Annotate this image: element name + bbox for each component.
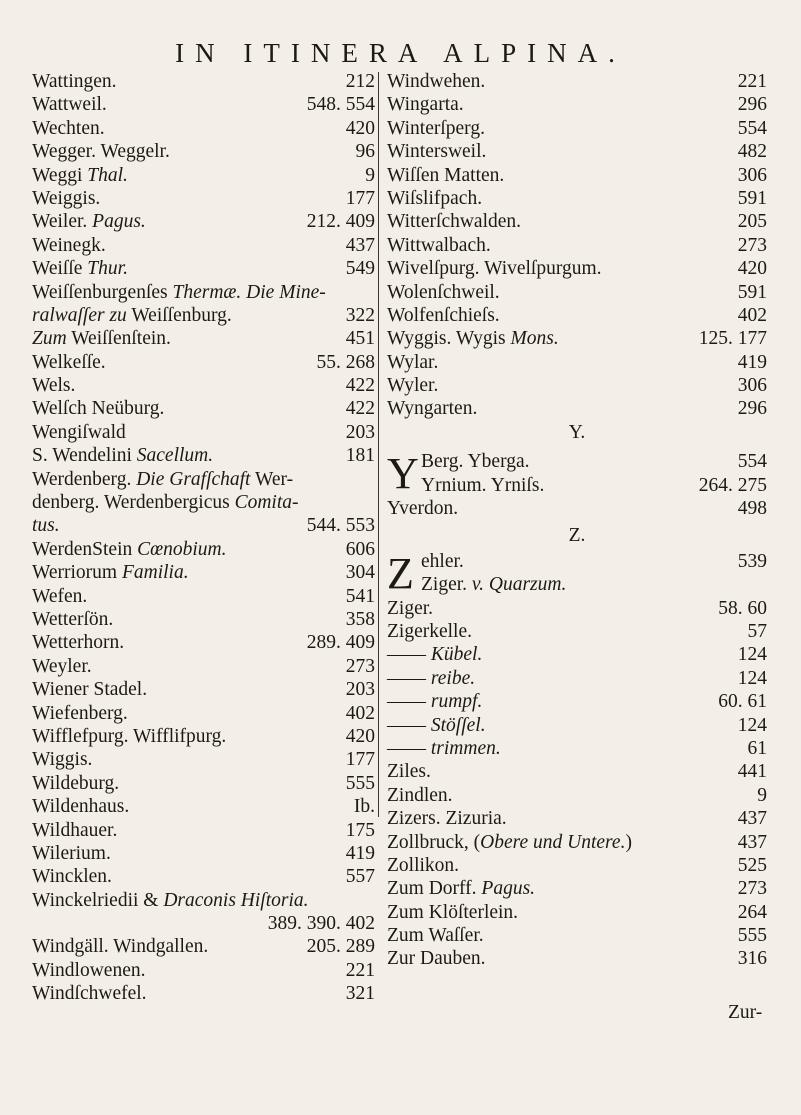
entry-term: Wengiſwald bbox=[32, 421, 126, 443]
index-entry bbox=[32, 351, 375, 374]
index-entry bbox=[32, 444, 375, 467]
entry-term: Werdenberg. Die Grafſchaft Wer- bbox=[32, 468, 294, 490]
entry-term: Welkeſſe. bbox=[32, 351, 106, 373]
entry-term: Wattweil. bbox=[32, 94, 107, 116]
entry-page-ref: 61 bbox=[747, 737, 767, 759]
index-entry bbox=[32, 93, 375, 116]
entry-term: Wilerium. bbox=[32, 842, 111, 864]
entry-term: Wyler. bbox=[387, 375, 439, 397]
entry-page-ref: 555 bbox=[345, 772, 375, 794]
index-entry bbox=[387, 187, 767, 210]
index-entry bbox=[32, 959, 375, 982]
index-entry bbox=[32, 421, 375, 444]
index-entry bbox=[32, 865, 375, 888]
entry-term: Wels. bbox=[32, 375, 76, 397]
entry-term: Weggi Thal. bbox=[32, 164, 128, 186]
entry-term: ehler. bbox=[421, 550, 464, 572]
entry-term: Wildenhaus. bbox=[32, 796, 130, 818]
right-column bbox=[387, 70, 767, 971]
index-entry bbox=[32, 935, 375, 958]
index-entry bbox=[32, 397, 375, 420]
index-entry bbox=[32, 912, 375, 935]
entry-page-ref: 541 bbox=[345, 585, 375, 607]
entry-page-ref: 419 bbox=[737, 351, 767, 373]
entry-term: ralwaſſer zu Weiſſenburg. bbox=[32, 304, 232, 326]
entry-page-ref: 482 bbox=[737, 141, 767, 163]
y-entries bbox=[387, 450, 767, 520]
entry-page-ref: 296 bbox=[737, 398, 767, 420]
index-entry bbox=[32, 819, 375, 842]
index-entry bbox=[32, 842, 375, 865]
index-entry bbox=[32, 678, 375, 701]
entry-term: Wegger. Weggelr. bbox=[32, 141, 170, 163]
entry-term: Windlowenen. bbox=[32, 959, 146, 981]
entry-page-ref: 205 bbox=[737, 211, 767, 233]
index-entry bbox=[32, 631, 375, 654]
index-entry bbox=[32, 327, 375, 350]
index-entry bbox=[387, 667, 767, 690]
entry-term: Yverdon. bbox=[387, 498, 459, 520]
entry-term: Winterſperg. bbox=[387, 117, 485, 139]
index-entry bbox=[387, 573, 767, 596]
index-entry bbox=[387, 70, 767, 93]
entry-term: Werriorum Familia. bbox=[32, 562, 189, 584]
entry-page-ref: 58. 60 bbox=[718, 597, 767, 619]
index-entry bbox=[387, 620, 767, 643]
entry-page-ref: 273 bbox=[345, 655, 375, 677]
entry-term: Wattingen. bbox=[32, 71, 117, 92]
entry-page-ref: 498 bbox=[737, 498, 767, 520]
entry-term: Wechten. bbox=[32, 117, 105, 139]
entry-term: Zum Weiſſenſtein. bbox=[32, 328, 171, 350]
index-entry bbox=[387, 397, 767, 420]
entry-term: Zum Klöſterlein. bbox=[387, 901, 519, 923]
entry-term: Zur Dauben. bbox=[387, 948, 486, 970]
index-entry bbox=[32, 655, 375, 678]
entry-term: Wildhauer. bbox=[32, 819, 118, 841]
index-entry bbox=[387, 854, 767, 877]
entry-term: —— rumpf. bbox=[387, 691, 483, 713]
entry-term: Wylar. bbox=[387, 351, 439, 373]
index-entry bbox=[32, 772, 375, 795]
index-entry bbox=[387, 877, 767, 900]
index-entry bbox=[387, 474, 767, 497]
entry-term: Zum Waſſer. bbox=[387, 925, 484, 947]
entry-page-ref: 175 bbox=[345, 819, 375, 841]
index-entry bbox=[32, 585, 375, 608]
entry-page-ref: 437 bbox=[737, 831, 767, 853]
entry-page-ref: 420 bbox=[345, 117, 375, 139]
z-entries bbox=[387, 550, 767, 971]
index-entry bbox=[387, 234, 767, 257]
index-entry bbox=[32, 281, 375, 304]
entry-page-ref: 591 bbox=[737, 281, 767, 303]
entry-term: Winckelriedii & Draconis Hiſtoria. bbox=[32, 889, 309, 911]
entry-term: Welſch Neüburg. bbox=[32, 398, 165, 420]
entry-page-ref: 296 bbox=[737, 94, 767, 116]
entry-term: Wivelſpurg. Wivelſpurgum. bbox=[387, 258, 602, 280]
entry-page-ref: 422 bbox=[345, 398, 375, 420]
entry-term: Zum Dorff. Pagus. bbox=[387, 878, 536, 900]
drop-cap-letter: Z bbox=[387, 548, 414, 598]
index-entry bbox=[387, 714, 767, 737]
entry-page-ref: 316 bbox=[737, 948, 767, 970]
entry-page-ref: 125. 177 bbox=[698, 328, 767, 350]
drop-cap-letter: Y bbox=[387, 449, 419, 499]
index-entry bbox=[387, 117, 767, 140]
entry-page-ref: 273 bbox=[737, 878, 767, 900]
entry-term: Wiener Stadel. bbox=[32, 679, 148, 701]
entry-page-ref: 549 bbox=[345, 258, 375, 280]
entry-term: Ziger. bbox=[387, 597, 434, 619]
index-entry bbox=[32, 514, 375, 537]
index-entry bbox=[32, 748, 375, 771]
entry-page-ref: 420 bbox=[345, 725, 375, 747]
entry-page-ref: 554 bbox=[737, 451, 767, 473]
entry-page-ref: 606 bbox=[345, 538, 375, 560]
entry-page-ref: 306 bbox=[737, 164, 767, 186]
entry-term: Weiſſe Thur. bbox=[32, 258, 128, 280]
entry-term: Wyggis. Wygis Mons. bbox=[387, 328, 559, 350]
entry-term: —— Kübel. bbox=[387, 644, 483, 666]
entry-page-ref: 124 bbox=[737, 667, 767, 689]
entry-term: Ziger. v. Quarzum. bbox=[421, 574, 567, 596]
entry-page-ref: 548. 554 bbox=[306, 94, 375, 116]
index-entry bbox=[387, 947, 767, 970]
entry-page-ref: 591 bbox=[737, 187, 767, 209]
letter-heading-y: Y. bbox=[568, 421, 586, 443]
entry-term: Weinegk. bbox=[32, 234, 106, 256]
entry-term: WerdenStein Cœnobium. bbox=[32, 538, 227, 560]
entry-term: Wiggis. bbox=[32, 749, 93, 771]
entry-term: Wingarta. bbox=[387, 94, 464, 116]
entry-page-ref: 525 bbox=[737, 854, 767, 876]
entry-page-ref: 205. 289 bbox=[306, 936, 375, 958]
index-entry bbox=[387, 597, 767, 620]
entry-page-ref: 264 bbox=[737, 901, 767, 923]
entry-term: Weiggis. bbox=[32, 187, 101, 209]
entry-term: —— trimmen. bbox=[387, 737, 501, 759]
index-entry bbox=[387, 643, 767, 666]
index-entry bbox=[387, 374, 767, 397]
index-entry bbox=[32, 889, 375, 912]
index-entry bbox=[387, 351, 767, 374]
entry-page-ref: 402 bbox=[345, 702, 375, 724]
entry-page-ref: 55. 268 bbox=[316, 351, 375, 373]
index-entry bbox=[32, 795, 375, 818]
entry-term: —— reibe. bbox=[387, 667, 476, 689]
index-entry bbox=[32, 70, 375, 93]
index-entry bbox=[387, 737, 767, 760]
entry-page-ref: 304 bbox=[345, 562, 375, 584]
entry-page-ref: 557 bbox=[345, 866, 375, 888]
entry-page-ref: 96 bbox=[355, 141, 375, 163]
entry-page-ref: 321 bbox=[345, 983, 375, 1005]
index-entry bbox=[387, 210, 767, 233]
entry-page-ref: 422 bbox=[345, 375, 375, 397]
index-entry bbox=[387, 140, 767, 163]
entry-term: Zindlen. bbox=[387, 784, 453, 806]
entry-term: Weiler. Pagus. bbox=[32, 211, 146, 233]
entry-page-ref: 203 bbox=[345, 421, 375, 443]
index-entry bbox=[387, 831, 767, 854]
entry-term: Windwehen. bbox=[387, 71, 486, 92]
index-entry bbox=[32, 257, 375, 280]
index-entry bbox=[32, 538, 375, 561]
entry-term: Wincklen. bbox=[32, 866, 112, 888]
entry-page-ref: 221 bbox=[345, 959, 375, 981]
entry-page-ref: 177 bbox=[345, 749, 375, 771]
entry-page-ref: Ib. bbox=[353, 796, 375, 818]
index-entry bbox=[32, 140, 375, 163]
entry-page-ref: 177 bbox=[345, 187, 375, 209]
entry-page-ref: 441 bbox=[737, 761, 767, 783]
index-entry bbox=[32, 468, 375, 491]
index-entry bbox=[387, 327, 767, 350]
entry-term: Yrnium. Yrniſs. bbox=[421, 474, 545, 496]
entry-page-ref: 451 bbox=[345, 328, 375, 350]
entry-page-ref: 322 bbox=[345, 304, 375, 326]
entry-page-ref: 402 bbox=[737, 304, 767, 326]
entry-term: S. Wendelini Sacellum. bbox=[32, 445, 214, 467]
running-head: IN ITINERA ALPINA. bbox=[175, 38, 626, 68]
entry-page-ref: 554 bbox=[737, 117, 767, 139]
entry-page-ref: 57 bbox=[747, 620, 767, 642]
entry-term: Zigerkelle. bbox=[387, 620, 472, 642]
index-entry bbox=[32, 561, 375, 584]
index-entry bbox=[387, 807, 767, 830]
entry-page-ref: 124 bbox=[737, 644, 767, 666]
entry-page-ref: 9 bbox=[365, 164, 375, 186]
entry-term: Wiſslifpach. bbox=[387, 187, 483, 209]
entry-term: Wildeburg. bbox=[32, 772, 120, 794]
entry-page-ref: 420 bbox=[737, 258, 767, 280]
left-column bbox=[32, 70, 375, 1006]
index-entry bbox=[32, 725, 375, 748]
entry-term: denberg. Werdenbergicus Comita- bbox=[32, 492, 299, 514]
index-entry bbox=[32, 702, 375, 725]
entry-page-ref: 60. 61 bbox=[718, 691, 767, 713]
index-entry bbox=[32, 210, 375, 233]
entry-term: Windſchwefel. bbox=[32, 983, 147, 1005]
entry-term: Windgäll. Windgallen. bbox=[32, 936, 209, 958]
entry-page-ref: 555 bbox=[737, 925, 767, 947]
entry-page-ref: 437 bbox=[345, 234, 375, 256]
entry-page-ref: 544. 553 bbox=[306, 515, 375, 537]
index-entry bbox=[387, 784, 767, 807]
index-entry bbox=[387, 924, 767, 947]
index-entry bbox=[387, 93, 767, 116]
entry-term: Wolfenſchieſs. bbox=[387, 304, 500, 326]
index-entry bbox=[32, 187, 375, 210]
entry-page-ref: 289. 409 bbox=[306, 632, 375, 654]
entry-term: Zizers. Zizuria. bbox=[387, 808, 507, 830]
entry-page-ref: 358 bbox=[345, 608, 375, 630]
entry-term: Weyler. bbox=[32, 655, 92, 677]
entry-term: Wiſſen Matten. bbox=[387, 164, 505, 186]
entry-page-ref: 181 bbox=[345, 445, 375, 467]
entry-term: Witterſchwalden. bbox=[387, 211, 522, 233]
entry-term: Wiefenberg. bbox=[32, 702, 128, 724]
entry-term: tus. bbox=[32, 515, 60, 537]
entry-page-ref: 124 bbox=[737, 714, 767, 736]
column-divider bbox=[378, 72, 379, 817]
entry-term: Wyngarten. bbox=[387, 398, 478, 420]
index-entry bbox=[387, 281, 767, 304]
entry-page-ref: 306 bbox=[737, 375, 767, 397]
entry-term: Wefen. bbox=[32, 585, 88, 607]
entry-page-ref: 539 bbox=[737, 550, 767, 572]
letter-heading-z: Z. bbox=[568, 525, 586, 547]
index-entry bbox=[32, 164, 375, 187]
entry-term: Wittwalbach. bbox=[387, 234, 491, 256]
index-entry bbox=[387, 497, 767, 520]
entry-page-ref: 221 bbox=[737, 71, 767, 92]
entry-page-ref: 212. 409 bbox=[306, 211, 375, 233]
index-entry bbox=[32, 234, 375, 257]
index-entry bbox=[387, 304, 767, 327]
index-entry bbox=[387, 760, 767, 783]
entry-term: Wintersweil. bbox=[387, 141, 487, 163]
entry-page-ref: 273 bbox=[737, 234, 767, 256]
entry-term: Wetterſön. bbox=[32, 608, 114, 630]
entry-page-ref: 212 bbox=[345, 71, 375, 92]
index-entry bbox=[32, 117, 375, 140]
catchword: Zur- bbox=[728, 1002, 763, 1023]
index-entry bbox=[32, 491, 375, 514]
entry-term: Ziles. bbox=[387, 761, 431, 783]
index-entry bbox=[32, 304, 375, 327]
index-entry bbox=[387, 164, 767, 187]
index-entry bbox=[387, 257, 767, 280]
entry-term: Wetterhorn. bbox=[32, 632, 125, 654]
entry-term: Zollbruck, (Obere und Untere.) bbox=[387, 831, 632, 853]
entry-page-ref: 437 bbox=[737, 808, 767, 830]
entry-page-ref: 389. 390. 402 bbox=[267, 913, 375, 935]
entry-term: Wifflefpurg. Wifflifpurg. bbox=[32, 725, 227, 747]
entry-term: —— Stöſſel. bbox=[387, 714, 486, 736]
w-entries-continued bbox=[387, 70, 767, 421]
index-entry bbox=[32, 982, 375, 1005]
entry-page-ref: 203 bbox=[345, 679, 375, 701]
entry-term: Berg. Yberga. bbox=[421, 451, 530, 473]
entry-term: Wolenſchweil. bbox=[387, 281, 500, 303]
entry-term: Zollikon. bbox=[387, 854, 460, 876]
entry-term: Weiſſenburgenſes Thermæ. Die Mine- bbox=[32, 281, 326, 303]
index-entry bbox=[32, 608, 375, 631]
entry-page-ref: 419 bbox=[345, 842, 375, 864]
index-entry bbox=[32, 374, 375, 397]
entry-page-ref: 264. 275 bbox=[698, 474, 767, 496]
entry-page-ref: 9 bbox=[757, 784, 767, 806]
index-entry bbox=[387, 690, 767, 713]
index-entry bbox=[387, 901, 767, 924]
